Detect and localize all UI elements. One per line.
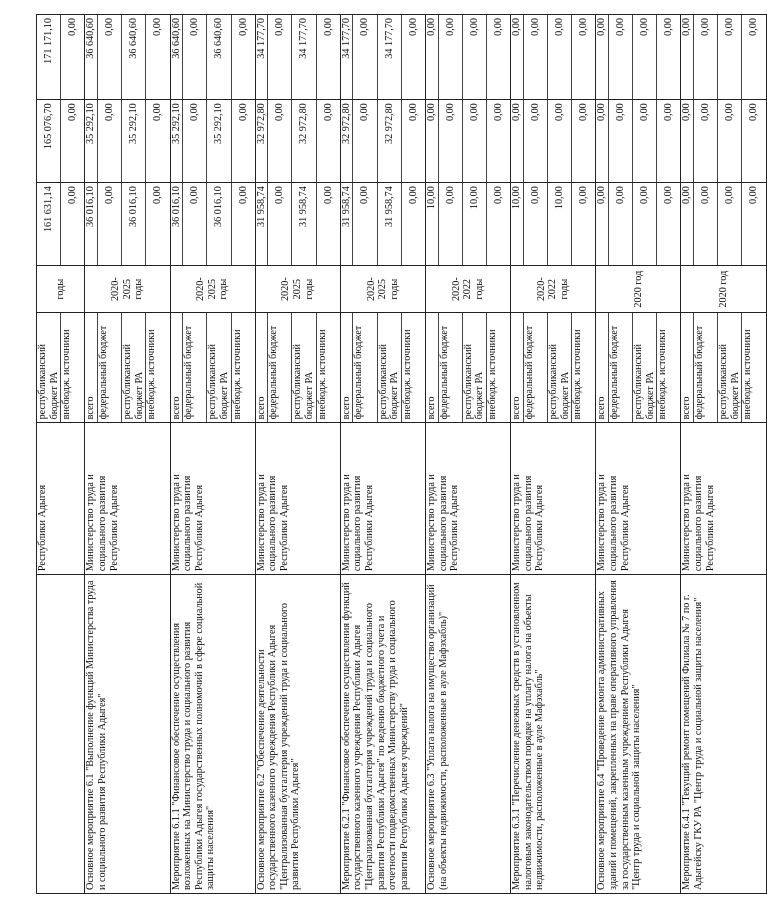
amount-value: 0,00 bbox=[353, 100, 377, 182]
amount-value: 36 640,60 bbox=[85, 15, 98, 99]
amount-value: 34 177,70 bbox=[292, 15, 316, 99]
funding-source-label: всего bbox=[511, 313, 524, 422]
funding-source-label: республиканский бюджет РА bbox=[463, 313, 487, 422]
amount-value: 0,00 bbox=[633, 183, 657, 265]
funding-source-cell bbox=[340, 313, 425, 423]
amount-value: 0,00 bbox=[524, 100, 548, 182]
funding-source-label: всего bbox=[256, 313, 269, 422]
funding-source-label: республиканский бюджет РА bbox=[207, 313, 231, 422]
amount-value: 34 177,70 bbox=[341, 15, 354, 99]
amount-cell bbox=[85, 15, 170, 100]
funding-source-label: всего bbox=[171, 313, 184, 422]
amount-cell bbox=[255, 15, 340, 100]
amount-cell bbox=[511, 183, 596, 266]
amount-value: 0,00 bbox=[492, 186, 504, 205]
amount-value: 0,00 bbox=[152, 103, 164, 122]
table-row bbox=[426, 15, 511, 894]
table-row bbox=[511, 15, 596, 894]
amount-value: 0,00 bbox=[268, 15, 292, 99]
amount-value: 0,00 bbox=[548, 100, 572, 182]
amount-value: 0,00 bbox=[237, 103, 249, 122]
activity-name-cell: Мероприятие 6.2.1 "Финансовое обеспечение осуществления функций государственного казенного учреждения Республики Адыгея "Централизованная бухгалтерия учреждений труда и социального развития Республики Адыгея" по ведению бюджетного учета и отчетности подведомственных Министерству труда и социального развития Республики Адыгея учреждений" bbox=[340, 575, 425, 894]
amount-value: 0,00 bbox=[492, 103, 504, 122]
amount-value: 10,00 bbox=[511, 183, 524, 265]
amount-cell bbox=[37, 183, 85, 266]
amount-cell bbox=[681, 15, 766, 100]
amount-value: 0,00 bbox=[426, 15, 439, 99]
amount-value: 0,00 bbox=[463, 15, 487, 99]
amount-value: 0,00 bbox=[511, 100, 524, 182]
amount-cell bbox=[681, 183, 766, 266]
amount-value: 0,00 bbox=[511, 15, 524, 99]
amount-value: 0,00 bbox=[67, 18, 79, 36]
funding-source-label: всего bbox=[681, 313, 694, 422]
amount-value: 35 292,10 bbox=[171, 100, 184, 182]
amount-value: 0,00 bbox=[596, 183, 609, 265]
executor-cell: Министерство труда и социального развития Республики Адыгея bbox=[85, 423, 170, 575]
funding-source-label: внебюдж. источники bbox=[61, 329, 73, 420]
amount-value: 0,00 bbox=[748, 18, 760, 36]
funding-source-label: федеральный бюджет bbox=[98, 313, 122, 422]
amount-value: 0,00 bbox=[609, 183, 633, 265]
amount-value: 31 958,74 bbox=[341, 183, 354, 265]
funding-source-label: республиканский бюджет РА bbox=[292, 313, 316, 422]
funding-source-label: всего bbox=[596, 313, 609, 422]
amount-value: 0,00 bbox=[633, 100, 657, 182]
amount-value: 31 958,74 bbox=[378, 183, 402, 265]
amount-value: 0,00 bbox=[681, 183, 694, 265]
funding-source-cell bbox=[426, 313, 511, 423]
amount-value: 0,00 bbox=[681, 100, 694, 182]
amount-value: 0,00 bbox=[578, 18, 590, 36]
amount-cell bbox=[426, 15, 511, 100]
amount-cell bbox=[426, 183, 511, 266]
funding-source-label: республиканский бюджет РА bbox=[718, 313, 742, 422]
amount-cell bbox=[511, 100, 596, 183]
funding-source-label: республиканский бюджет РА bbox=[633, 313, 657, 422]
amount-value: 0,00 bbox=[609, 100, 633, 182]
amount-value: 34 177,70 bbox=[378, 15, 402, 99]
amount-value: 0,00 bbox=[67, 186, 79, 205]
amount-value: 0,00 bbox=[322, 18, 334, 36]
amount-value: 32 972,80 bbox=[378, 100, 402, 182]
executor-cell: Министерство труда и социального развития Республики Адыгея bbox=[681, 423, 766, 575]
amount-value: 35 292,10 bbox=[122, 100, 146, 182]
amount-value: 0,00 bbox=[152, 18, 164, 36]
program-financing-table bbox=[36, 14, 767, 894]
funding-source-label: федеральный бюджет bbox=[694, 313, 718, 422]
amount-value: 36 016,10 bbox=[171, 183, 184, 265]
amount-value: 32 972,80 bbox=[341, 100, 354, 182]
amount-value: 36 016,10 bbox=[122, 183, 146, 265]
funding-source-label: федеральный бюджет bbox=[268, 313, 292, 422]
amount-value: 0,00 bbox=[439, 15, 463, 99]
funding-source-label: федеральный бюджет bbox=[609, 313, 633, 422]
amount-value: 0,00 bbox=[718, 100, 742, 182]
table-row bbox=[255, 15, 340, 894]
amount-value: 0,00 bbox=[353, 183, 377, 265]
table-row bbox=[170, 15, 255, 894]
table-row bbox=[37, 15, 85, 894]
amount-value: 0,00 bbox=[663, 186, 675, 205]
amount-value: 0,00 bbox=[681, 15, 694, 99]
activity-name-cell: Основное мероприятие 6.1 "Выполнение функций Министерства труда и социального развития Республики Адыгея" bbox=[85, 575, 170, 894]
amount-cell bbox=[596, 183, 681, 266]
amount-value: 0,00 bbox=[407, 103, 419, 122]
activity-name-cell: Основное мероприятие 6.2 "Обеспечение деятельности государственного казенного учреждения Республики Адыгея "Централизованная бухгалтерия учреждений труда и социального развития Республики Адыгея" bbox=[255, 575, 340, 894]
funding-source-cell bbox=[37, 313, 85, 423]
activity-name-cell: Основное мероприятие 6.4 "Проведение ремонта административных зданий и помещений, закрепленных на праве оперативного управления за государственным казенным учреждением Республики Адыгея "Центр труда и социальной защиты населения" bbox=[596, 575, 681, 894]
funding-source-label: внебюдж. источники bbox=[486, 329, 498, 420]
amount-value: 0,00 bbox=[718, 183, 742, 265]
amount-value: 0,00 bbox=[748, 103, 760, 122]
amount-value: 165 076,70 bbox=[37, 100, 61, 182]
amount-value: 0,00 bbox=[524, 15, 548, 99]
amount-cell bbox=[85, 100, 170, 183]
activity-name-cell: Мероприятие 6.3.1 "Перечисление денежных средств в установленном налоговым законодательством порядке на уплату налога на объекты недвижимости, расположенные в ауле Мафэхабль" bbox=[511, 575, 596, 894]
amount-value: 31 958,74 bbox=[256, 183, 269, 265]
amount-cell bbox=[596, 100, 681, 183]
amount-value: 0,00 bbox=[268, 100, 292, 182]
amount-value: 35 292,10 bbox=[85, 100, 98, 182]
period-cell: 2020-2025 годы bbox=[255, 266, 340, 313]
funding-source-label: республиканский бюджет РА bbox=[378, 313, 402, 422]
amount-cell bbox=[596, 15, 681, 100]
amount-value: 0,00 bbox=[439, 100, 463, 182]
funding-source-label: республиканский бюджет РА bbox=[122, 313, 146, 422]
funding-source-label: федеральный бюджет bbox=[183, 313, 207, 422]
amount-value: 0,00 bbox=[237, 18, 249, 36]
amount-value: 0,00 bbox=[663, 18, 675, 36]
amount-value: 32 972,80 bbox=[256, 100, 269, 182]
period-cell: 2020-2022 годы bbox=[426, 266, 511, 313]
funding-source-label: всего bbox=[426, 313, 439, 422]
executor-cell: Министерство труда и социального развития Республики Адыгея bbox=[511, 423, 596, 575]
amount-cell bbox=[340, 183, 425, 266]
funding-source-cell bbox=[596, 313, 681, 423]
amount-value: 0,00 bbox=[183, 183, 207, 265]
funding-source-label: внебюдж. источники bbox=[572, 329, 584, 420]
amount-value: 0,00 bbox=[407, 18, 419, 36]
amount-value: 0,00 bbox=[322, 103, 334, 122]
rotated-table-sheet bbox=[36, 14, 760, 894]
amount-cell bbox=[170, 100, 255, 183]
amount-value: 0,00 bbox=[183, 15, 207, 99]
funding-source-cell bbox=[681, 313, 766, 423]
amount-cell bbox=[681, 100, 766, 183]
amount-cell bbox=[85, 183, 170, 266]
funding-source-label: республиканский бюджет РА bbox=[37, 313, 61, 422]
amount-value: 0,00 bbox=[694, 100, 718, 182]
amount-cell bbox=[37, 15, 85, 100]
activity-name-cell: Мероприятие 6.1.1 "Финансовое обеспечение осуществления возложенных на Министерство труда и социального развития Республики Адыгея государственных полномочий в сфере социальной защиты населения" bbox=[170, 575, 255, 894]
amount-cell bbox=[426, 100, 511, 183]
amount-cell bbox=[255, 183, 340, 266]
amount-value: 0,00 bbox=[407, 186, 419, 205]
period-cell: годы bbox=[37, 266, 85, 313]
amount-value: 0,00 bbox=[578, 186, 590, 205]
amount-value: 0,00 bbox=[98, 15, 122, 99]
amount-value: 0,00 bbox=[353, 15, 377, 99]
table-row bbox=[681, 15, 766, 894]
executor-cell: Министерство труда и социального развития Республики Адыгея bbox=[426, 423, 511, 575]
funding-source-label: внебюдж. источники bbox=[742, 329, 754, 420]
funding-source-label: внебюдж. источники bbox=[231, 329, 243, 420]
amount-value: 0,00 bbox=[578, 103, 590, 122]
period-cell: 2020-2025 годы bbox=[340, 266, 425, 313]
amount-value: 36 640,60 bbox=[207, 15, 231, 99]
period-cell: 2020-2025 годы bbox=[85, 266, 170, 313]
funding-source-label: федеральный бюджет bbox=[524, 313, 548, 422]
amount-value: 0,00 bbox=[694, 183, 718, 265]
funding-source-label: внебюдж. источники bbox=[657, 329, 669, 420]
amount-value: 35 292,10 bbox=[207, 100, 231, 182]
amount-cell bbox=[170, 15, 255, 100]
amount-value: 0,00 bbox=[439, 183, 463, 265]
amount-value: 0,00 bbox=[596, 15, 609, 99]
amount-value: 10,00 bbox=[463, 183, 487, 265]
funding-source-label: всего bbox=[341, 313, 354, 422]
amount-cell bbox=[511, 15, 596, 100]
funding-source-label: федеральный бюджет bbox=[439, 313, 463, 422]
table-body bbox=[37, 15, 767, 894]
amount-value: 0,00 bbox=[67, 103, 79, 122]
activity-name-cell: Мероприятие 6.4.1 "Текущий ремонт помещений Филиала № 7 по г. Адыгейску ГКУ РА "Центр труда и социальной защиты населения" bbox=[681, 575, 766, 894]
table-row bbox=[85, 15, 170, 894]
funding-source-label: внебюдж. источники bbox=[316, 329, 328, 420]
amount-value: 0,00 bbox=[596, 100, 609, 182]
amount-value: 0,00 bbox=[152, 186, 164, 205]
amount-cell bbox=[170, 183, 255, 266]
amount-value: 0,00 bbox=[237, 186, 249, 205]
amount-value: 32 972,80 bbox=[292, 100, 316, 182]
funding-source-label: внебюдж. источники bbox=[146, 329, 158, 420]
amount-value: 0,00 bbox=[694, 15, 718, 99]
amount-value: 36 640,60 bbox=[122, 15, 146, 99]
amount-value: 0,00 bbox=[663, 103, 675, 122]
amount-value: 36 016,10 bbox=[85, 183, 98, 265]
period-cell: 2020-2025 годы bbox=[170, 266, 255, 313]
amount-value: 0,00 bbox=[748, 186, 760, 205]
executor-cell: Министерство труда и социального развития Республики Адыгея bbox=[170, 423, 255, 575]
amount-value: 0,00 bbox=[426, 100, 439, 182]
amount-value: 0,00 bbox=[268, 183, 292, 265]
funding-source-cell bbox=[511, 313, 596, 423]
activity-name-cell: Основное мероприятие 6.3 "Уплата налога на имущество организаций (на объекты недвижимости, расположенные в ауле Мафэхабль)" bbox=[426, 575, 511, 894]
amount-cell bbox=[255, 100, 340, 183]
amount-value: 0,00 bbox=[718, 15, 742, 99]
amount-value: 171 171,10 bbox=[37, 15, 61, 99]
amount-cell bbox=[340, 15, 425, 100]
amount-value: 10,00 bbox=[426, 183, 439, 265]
amount-value: 161 631,14 bbox=[37, 183, 61, 265]
table-row bbox=[340, 15, 425, 894]
amount-value: 0,00 bbox=[609, 15, 633, 99]
funding-source-label: внебюдж. источники bbox=[401, 329, 413, 420]
amount-value: 0,00 bbox=[548, 15, 572, 99]
amount-value: 0,00 bbox=[463, 100, 487, 182]
executor-cell: Республики Адыгея bbox=[37, 423, 85, 575]
amount-value: 34 177,70 bbox=[256, 15, 269, 99]
amount-value: 0,00 bbox=[322, 186, 334, 205]
funding-source-cell bbox=[255, 313, 340, 423]
amount-cell bbox=[340, 100, 425, 183]
amount-value: 0,00 bbox=[524, 183, 548, 265]
funding-source-label: всего bbox=[85, 313, 98, 422]
executor-cell: Министерство труда и социального развития Республики Адыгея bbox=[255, 423, 340, 575]
amount-value: 36 640,60 bbox=[171, 15, 184, 99]
executor-cell: Министерство труда и социального развития Республики Адыгея bbox=[340, 423, 425, 575]
funding-source-label: федеральный бюджет bbox=[353, 313, 377, 422]
amount-value: 0,00 bbox=[98, 183, 122, 265]
activity-name-cell bbox=[37, 575, 85, 894]
amount-value: 0,00 bbox=[633, 15, 657, 99]
amount-value: 10,00 bbox=[548, 183, 572, 265]
amount-value: 0,00 bbox=[492, 18, 504, 36]
amount-cell bbox=[37, 100, 85, 183]
funding-source-cell bbox=[85, 313, 170, 423]
funding-source-cell bbox=[170, 313, 255, 423]
amount-value: 0,00 bbox=[183, 100, 207, 182]
period-cell: 2020 год bbox=[596, 266, 681, 313]
amount-value: 36 016,10 bbox=[207, 183, 231, 265]
table-row bbox=[596, 15, 681, 894]
period-cell: 2020 год bbox=[681, 266, 766, 313]
executor-cell: Министерство труда и социального развития Республики Адыгея bbox=[596, 423, 681, 575]
amount-value: 31 958,74 bbox=[292, 183, 316, 265]
amount-value: 0,00 bbox=[98, 100, 122, 182]
period-cell: 2020-2022 годы bbox=[511, 266, 596, 313]
funding-source-label: республиканский бюджет РА bbox=[548, 313, 572, 422]
